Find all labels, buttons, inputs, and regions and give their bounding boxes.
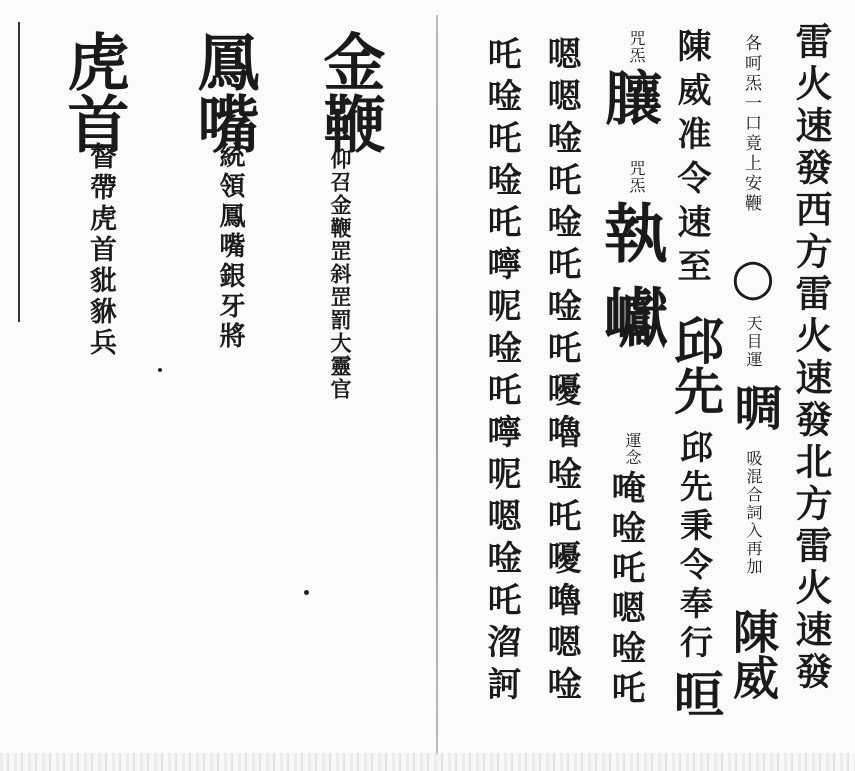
annotation-low: 吸混合詞入再加: [744, 450, 763, 576]
annotation-col4-mid: 咒炁: [627, 160, 646, 194]
text-column-3-tail: 邱先秉令奉行: [675, 430, 714, 664]
left-margin-rule: [18, 22, 20, 322]
text-column-1: 雷火速發西方雷火速發北方雷火速發: [789, 22, 833, 694]
caption-golden-whip: 仰召金鞭罡斜罡罰大靈官: [328, 148, 353, 401]
annotation-top: 各呵炁一口竟上安鞭: [741, 34, 761, 214]
talisman-phoenix-beak: 鳳嘴: [187, 30, 260, 154]
caption-tiger-head: 督帶虎首豼貅兵: [85, 142, 116, 359]
annotation-mid: 天目運: [744, 315, 763, 369]
ink-speck: [158, 368, 162, 372]
text-column-3-head: 陳威准令速至: [671, 28, 711, 292]
right-page: [440, 0, 855, 771]
big-char-1: 晭: [726, 383, 782, 431]
annotation-col4-top: 咒炁: [627, 30, 646, 64]
talisman-tiger-head: 虎首: [57, 30, 130, 154]
text-column-4-tail: 唵唫吒嗯唫吒: [605, 470, 645, 710]
big-char-2: 陳威: [726, 608, 780, 700]
ink-speck: [304, 590, 309, 595]
text-column-6: 吒唫吒唫吒嚀呢唫吒嚀呢嗯唫吒㳷訶: [481, 36, 521, 708]
big-char-3: 邱先: [666, 315, 725, 415]
big-char-4: 晅: [666, 668, 725, 718]
big-char-5: 䑋: [595, 68, 663, 126]
talisman-golden-whip: 金鞭: [313, 30, 386, 154]
circle-mark: ○: [724, 248, 782, 306]
big-char-6: 執巘: [593, 200, 668, 368]
text-column-5: 嗯嗯唫吒唫吒唫吒嚘嚕唫吒嚘嚕嗯唫: [541, 36, 581, 708]
caption-phoenix-beak: 統領鳳嘴銀牙將: [215, 142, 245, 352]
annotation-col4-low: 運念: [623, 432, 642, 466]
